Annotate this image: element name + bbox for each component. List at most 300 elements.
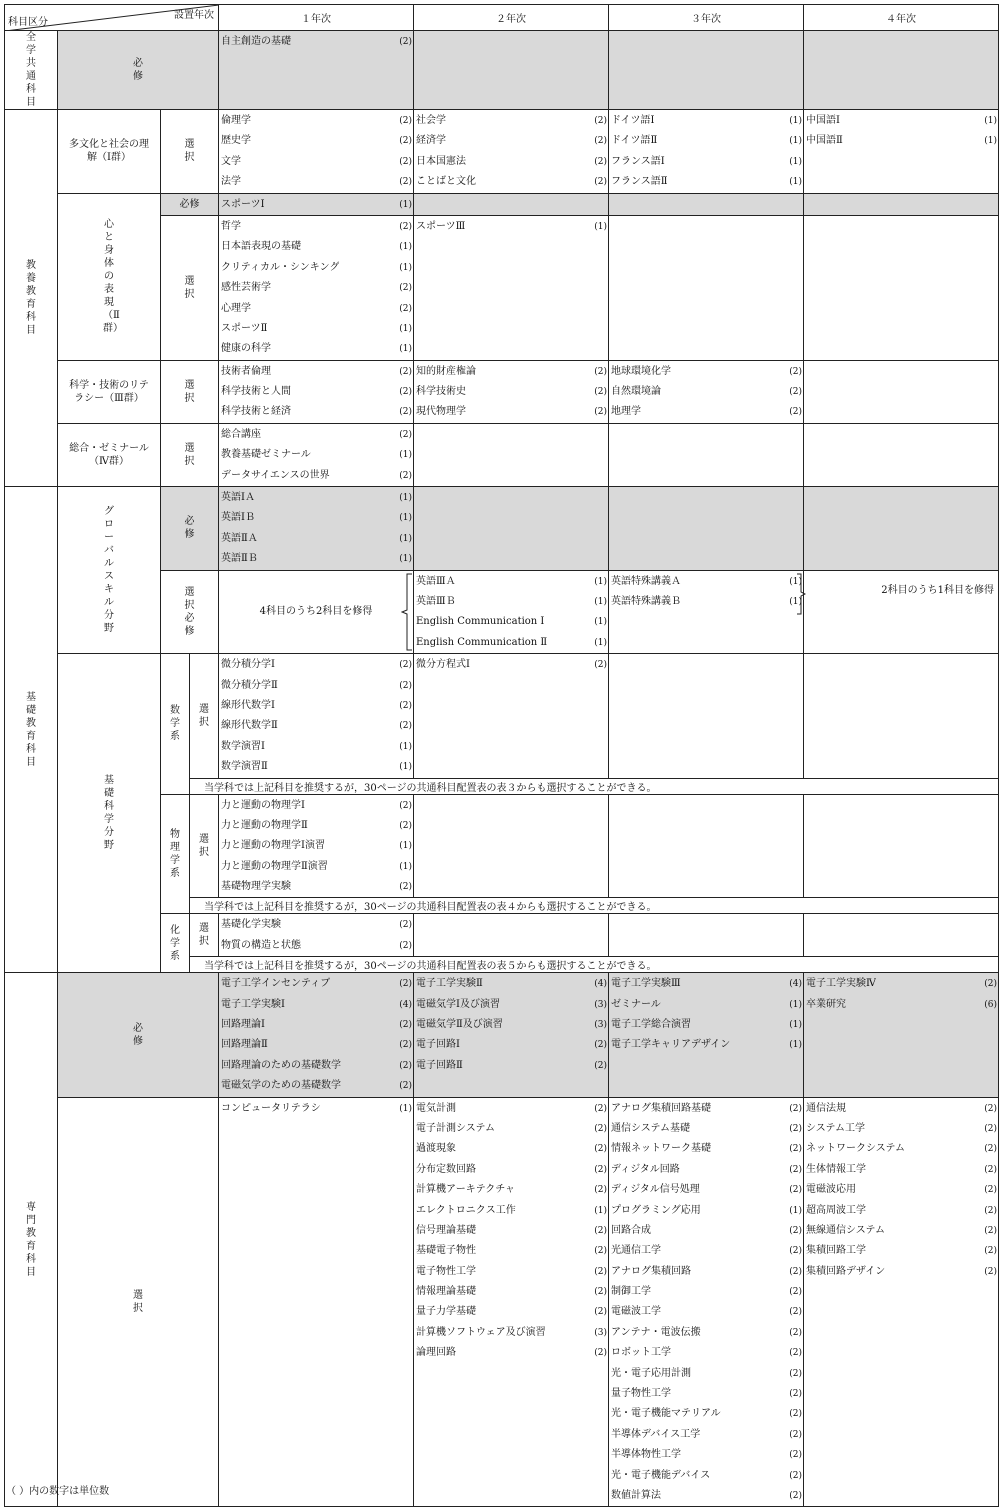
course-units: (2) (789, 1409, 802, 1420)
course-item (416, 1241, 607, 1261)
course-units: (2) (399, 429, 412, 440)
kiso-global-req: 必修 (161, 487, 219, 571)
course-item (611, 1119, 802, 1139)
course-name: スポーツⅢ (416, 220, 466, 232)
course-units: (2) (399, 1040, 412, 1051)
course-units: (2) (594, 366, 607, 377)
course-name: 微分積分学Ⅰ (221, 659, 275, 671)
course-units: (1) (399, 493, 412, 504)
course-units: (6) (984, 999, 997, 1010)
course-name: 計算機アーキテクチャ (416, 1184, 515, 1196)
kiso-math-note: 当学科では上記科目を推奨するが，30ページの共通科目配置表の表３からも選択することができる。 (190, 778, 999, 794)
course-item (611, 1302, 802, 1322)
course-units: (1) (789, 1020, 802, 1031)
course-item (416, 131, 607, 151)
kyoyo-g4-label: 総合・ゼミナール（Ⅳ群） (58, 423, 161, 486)
kiso-global-req-y2 (414, 487, 609, 571)
course-units: (1) (789, 1205, 802, 1216)
course-name: システム工学 (806, 1122, 865, 1134)
course-item (416, 572, 607, 592)
course-name: 分布定数回路 (416, 1163, 476, 1175)
kyoyo-g4-y1 (219, 423, 414, 486)
course-units: (3) (594, 999, 607, 1010)
course-item (806, 1160, 997, 1180)
course-item (611, 1015, 802, 1035)
course-units: (2) (399, 1081, 412, 1092)
course-units: (2) (789, 1470, 802, 1481)
course-item (221, 676, 412, 696)
course-item (806, 1180, 997, 1200)
course-units: (1) (399, 323, 412, 334)
senmon-elec: 選択 (58, 1097, 219, 1507)
kyoyo-g2-req-y3 (609, 193, 804, 215)
course-item (221, 857, 412, 877)
course-name: 中国語Ⅰ (806, 115, 840, 126)
kyoyo-g3-y3 (609, 360, 804, 423)
course-units: (2) (789, 1491, 802, 1501)
course-units: (1) (399, 450, 412, 461)
course-units: (1) (399, 242, 412, 253)
course-name: アナログ集積回路 (611, 1265, 691, 1277)
course-name: English Communication Ⅱ (416, 636, 548, 648)
course-units: (2) (399, 979, 412, 990)
zentai-y1 (219, 31, 414, 110)
course-units: (1) (399, 861, 412, 872)
course-item (416, 1056, 607, 1076)
course-item (416, 1035, 607, 1055)
course-item (416, 382, 607, 402)
course-item (806, 1262, 997, 1282)
course-name: コンピュータリテラシ (221, 1102, 321, 1114)
kiso-science-label: 基礎科学分野 (58, 654, 161, 973)
kiso-global-label: グローバルスキル分野 (58, 487, 161, 654)
course-name: 技術者倫理 (221, 365, 271, 377)
course-name: 回路理論Ⅰ (221, 1019, 265, 1031)
course-item (611, 1343, 802, 1363)
course-name: 法学 (221, 176, 241, 188)
course-item (806, 974, 997, 994)
course-name: 信号理論基礎 (416, 1224, 476, 1236)
course-units: (3) (594, 1020, 607, 1031)
course-name: 数学演習Ⅱ (221, 761, 268, 773)
course-units: (2) (399, 156, 412, 167)
course-name: 回路合成 (611, 1224, 651, 1236)
year-header-3: ３年次 (609, 5, 804, 31)
course-name: 文学 (221, 155, 241, 167)
course-name: プログラミング応用 (611, 1204, 701, 1216)
course-item (806, 1241, 997, 1261)
course-units: (1) (594, 596, 607, 607)
course-name: 英語ⅢＢ (416, 595, 456, 607)
course-name: 電子工学キャリアデザイン (611, 1039, 731, 1051)
course-name: 回路理論のための基礎数学 (221, 1059, 341, 1071)
course-item (611, 592, 802, 612)
course-units: (1) (399, 1103, 412, 1114)
course-item (611, 1364, 802, 1384)
course-item (221, 936, 412, 956)
course-item (221, 258, 412, 278)
course-name: 電磁気学のための基礎数学 (221, 1080, 341, 1092)
kyoyo-g2-y4 (804, 215, 999, 360)
kiso-phys-y4 (804, 794, 999, 898)
kyoyo-g3-y2 (414, 360, 609, 423)
course-name: 数値計算法 (611, 1490, 661, 1501)
course-name: アナログ集積回路基礎 (611, 1102, 711, 1114)
course-units: (2) (789, 1287, 802, 1298)
course-item (611, 1282, 802, 1302)
kyoyo-g4-y2 (414, 423, 609, 486)
course-units: (1) (789, 116, 802, 126)
course-units: (2) (594, 1144, 607, 1155)
course-item (611, 1180, 802, 1200)
course-units: (1) (399, 199, 412, 210)
course-item (611, 974, 802, 994)
course-item (611, 1445, 802, 1465)
course-units: (2) (399, 920, 412, 931)
course-units: (2) (984, 1266, 997, 1277)
kyoyo-g1-label: 多文化と社会の理解（Ⅰ群） (58, 110, 161, 194)
course-item (221, 508, 412, 528)
course-units: (2) (984, 1246, 997, 1257)
course-name: スポーツⅠ (221, 198, 265, 210)
course-units: (1) (789, 576, 802, 587)
course-item (611, 1384, 802, 1404)
course-name: 半導体物性工学 (611, 1449, 681, 1461)
senmon-req-y1 (219, 973, 414, 1097)
course-item (611, 382, 802, 402)
course-item (221, 488, 412, 508)
corner-top-label: 設置年次 (174, 10, 214, 21)
kyoyo-g3-y1 (219, 360, 414, 423)
course-item (221, 529, 412, 549)
right-brace-icon (796, 572, 806, 616)
course-name: 半導体デバイス工学 (611, 1428, 701, 1440)
course-name: 現代物理学 (416, 406, 466, 418)
course-item (221, 466, 412, 486)
course-name: 心理学 (221, 302, 251, 314)
course-name: 情報ネットワーク基礎 (611, 1143, 711, 1155)
curriculum-table (4, 4, 999, 1507)
course-item (416, 1160, 607, 1180)
course-item (221, 1015, 412, 1035)
course-name: 地球環境化学 (611, 365, 671, 377)
course-item (416, 1015, 607, 1035)
course-units: (2) (594, 1164, 607, 1175)
course-units: (2) (789, 1327, 802, 1338)
kiso-global-elec-y3 (609, 570, 804, 654)
kiso-phys-label: 物理学系 (161, 794, 190, 914)
course-name: 日本国憲法 (416, 155, 466, 167)
course-units: (2) (984, 1123, 997, 1134)
kiso-label: 基礎教育科目 (5, 487, 58, 973)
course-name: 日本語表現の基礎 (221, 241, 301, 253)
course-name: 歴史学 (221, 135, 251, 147)
course-item (611, 1035, 802, 1055)
course-name: 科学技術史 (416, 386, 466, 398)
course-item (611, 362, 802, 382)
course-item (221, 362, 412, 382)
kyoyo-g3-label: 科学・技術のリテラシー（Ⅲ群） (58, 360, 161, 423)
course-item (806, 111, 997, 131)
course-name: 電子工学総合演習 (611, 1019, 691, 1031)
course-units: (2) (789, 1144, 802, 1155)
course-units: (2) (789, 1389, 802, 1400)
course-units: (2) (399, 940, 412, 951)
course-item (611, 1139, 802, 1159)
course-item (416, 592, 607, 612)
course-item (221, 32, 412, 52)
course-item (221, 796, 412, 816)
corner-bottom-label: 科目区分 (8, 17, 48, 28)
course-units: (2) (789, 1246, 802, 1257)
course-name: 卒業研究 (806, 998, 846, 1010)
course-item (221, 696, 412, 716)
course-item (221, 1076, 412, 1096)
course-name: 経済学 (416, 135, 446, 147)
course-units: (2) (594, 660, 607, 671)
course-name: 力と運動の物理学Ⅱ演習 (221, 860, 328, 872)
course-item (221, 111, 412, 131)
course-units: (2) (594, 1123, 607, 1134)
senmon-elec-y1 (219, 1097, 414, 1507)
course-item (416, 152, 607, 172)
kyoyo-g2-y3 (609, 215, 804, 360)
course-units: (2) (594, 1287, 607, 1298)
kiso-chem-y4 (804, 914, 999, 957)
kiso-math-y1 (219, 654, 414, 778)
kiso-math-label: 数学系 (161, 654, 190, 794)
course-item (806, 1099, 997, 1119)
course-units: (2) (594, 387, 607, 398)
course-item (221, 237, 412, 257)
course-units: (2) (789, 1225, 802, 1236)
course-units: (1) (789, 596, 802, 607)
course-name: 光・電子応用計測 (611, 1367, 691, 1379)
course-name: 光通信工学 (611, 1245, 661, 1257)
course-name: ディジタル信号処理 (611, 1184, 700, 1196)
course-name: ドイツ語Ⅱ (611, 135, 658, 147)
senmon-elec-y2 (414, 1097, 609, 1507)
course-name: 電磁気学Ⅱ及び演習 (416, 1019, 503, 1031)
course-item (221, 278, 412, 298)
course-units: (2) (789, 1164, 802, 1175)
course-item (416, 1119, 607, 1139)
kiso-math-y3 (609, 654, 804, 778)
course-name: 中国語Ⅱ (806, 135, 843, 147)
course-item (611, 995, 802, 1015)
course-units: (2) (789, 366, 802, 377)
kyoyo-g2-req-y4 (804, 193, 999, 215)
kiso-chem-y3 (609, 914, 804, 957)
course-name: クリティカル・シンキング (221, 261, 340, 273)
course-units: (1) (399, 554, 412, 565)
course-units: (3) (594, 1327, 607, 1338)
course-units: (1) (399, 533, 412, 544)
course-name: 電子物性工学 (416, 1265, 476, 1277)
kyoyo-g2-y1 (219, 215, 414, 360)
course-name: 通信システム基礎 (611, 1122, 690, 1134)
course-units: (2) (789, 1368, 802, 1379)
course-name: 基礎物理学実験 (221, 881, 291, 893)
corner-header (5, 5, 219, 31)
course-name: 電磁波工学 (611, 1306, 661, 1318)
course-units: (2) (594, 156, 607, 167)
course-name: 電子工学実験Ⅳ (806, 978, 876, 990)
course-name: 通信法規 (806, 1102, 846, 1114)
course-units: (1) (789, 136, 802, 147)
course-name: 基礎化学実験 (221, 919, 281, 931)
course-name: ネットワークシステム (806, 1143, 905, 1155)
course-name: 光・電子機能マテリアル (611, 1408, 721, 1420)
course-item (416, 612, 607, 632)
course-units: (2) (399, 1060, 412, 1071)
course-name: 自主創造の基礎 (221, 36, 291, 47)
course-name: 総合講座 (221, 428, 261, 440)
course-item (416, 1323, 607, 1343)
senmon-elec-y3 (609, 1097, 804, 1507)
kiso-phys-y2 (414, 794, 609, 898)
course-units: (2) (789, 1429, 802, 1440)
course-name: 英語特殊講義Ａ (611, 575, 681, 587)
zentai-y2 (414, 31, 609, 110)
course-name: 健康の科学 (221, 343, 271, 355)
course-name: ロボット工学 (611, 1347, 671, 1359)
course-units: (2) (984, 1144, 997, 1155)
kyoyo-g4-type: 選択 (161, 423, 219, 486)
course-name: 生体情報工学 (806, 1163, 866, 1175)
kyoyo-g3-y4 (804, 360, 999, 423)
year-header-1: １年次 (219, 5, 414, 31)
course-name: 線形代数学Ⅰ (221, 699, 275, 711)
kiso-phys-note: 当学科では上記科目を推奨するが，30ページの共通科目配置表の表４からも選択することができる。 (190, 898, 999, 914)
course-item (221, 836, 412, 856)
kyoyo-g2-type: 選択 (161, 215, 219, 360)
course-name: 英語ⅡＡ (221, 532, 258, 544)
course-item (221, 816, 412, 836)
kiso-global-elec-y1 (219, 570, 414, 654)
kiso-global-elec-note-y4: 2科目のうち1科目を修得 (804, 570, 999, 654)
course-item (416, 633, 607, 653)
year-header-4: ４年次 (804, 5, 999, 31)
course-item (416, 1302, 607, 1322)
course-item (221, 445, 412, 465)
course-item (611, 1262, 802, 1282)
course-name: 科学技術と経済 (221, 406, 291, 418)
course-item (221, 152, 412, 172)
course-name: データサイエンスの世界 (221, 469, 330, 481)
course-units: (2) (399, 366, 412, 377)
kiso-global-req-y1 (219, 487, 414, 571)
kyoyo-g2-y2 (414, 215, 609, 360)
course-item (416, 362, 607, 382)
kiso-phys-y1 (219, 794, 414, 898)
course-name: 基礎電子物性 (416, 1245, 476, 1257)
kiso-phys-type: 選択 (190, 794, 219, 898)
course-item (611, 1241, 802, 1261)
course-units: (2) (789, 1307, 802, 1318)
course-units: (4) (399, 999, 412, 1010)
course-units: (1) (399, 262, 412, 273)
course-units: (2) (594, 1246, 607, 1257)
course-item (806, 1221, 997, 1241)
course-units: (2) (789, 1185, 802, 1196)
course-item (221, 172, 412, 192)
senmon-req: 必修 (58, 973, 219, 1097)
course-name: アンテナ・電波伝搬 (611, 1326, 701, 1338)
course-units: (1) (984, 116, 997, 126)
kiso-chem-y1 (219, 914, 414, 957)
course-item (416, 1180, 607, 1200)
course-item (806, 131, 997, 151)
kiso-chem-y2 (414, 914, 609, 957)
course-name: 微分方程式Ⅰ (416, 659, 470, 671)
course-units: (1) (789, 1040, 802, 1051)
course-units: (2) (399, 700, 412, 711)
course-units: (2) (594, 1225, 607, 1236)
course-item (221, 339, 412, 359)
course-units: (2) (399, 303, 412, 314)
course-item (416, 217, 607, 237)
kiso-global-elec-note-y1: 4科目のうち2科目を修得 (259, 606, 373, 618)
course-name: 計算機ソフトウェア及び演習 (416, 1326, 546, 1338)
kyoyo-g1-y3 (609, 110, 804, 194)
course-name: 英語ⅡＢ (221, 553, 258, 565)
course-item (806, 1201, 997, 1221)
course-name: 電子工学実験Ⅲ (611, 978, 681, 990)
zentai-label: 全学共通科目 (5, 31, 58, 110)
course-name: フランス語Ⅰ (611, 155, 665, 167)
course-item (416, 172, 607, 192)
kyoyo-g4-y3 (609, 423, 804, 486)
course-units: (2) (594, 1348, 607, 1359)
course-units: (2) (399, 177, 412, 188)
course-name: 集積回路デザイン (806, 1265, 886, 1277)
course-name: 地理学 (611, 406, 641, 418)
course-units: (2) (984, 1205, 997, 1216)
kyoyo-g3-type: 選択 (161, 360, 219, 423)
course-name: 制御工学 (611, 1286, 651, 1298)
kiso-chem-note: 当学科では上記科目を推奨するが，30ページの共通科目配置表の表５からも選択することができる。 (190, 957, 999, 973)
course-units: (2) (399, 136, 412, 147)
course-name: フランス語Ⅱ (611, 176, 668, 188)
course-name: 電子工学インセンティブ (221, 978, 331, 990)
course-name: 無線通信システム (806, 1224, 885, 1236)
course-item (806, 1139, 997, 1159)
course-item (611, 1201, 802, 1221)
course-item (416, 1139, 607, 1159)
course-units: (4) (789, 979, 802, 990)
kiso-chem-label: 化学系 (161, 914, 190, 973)
course-name: 情報理論基礎 (416, 1286, 476, 1298)
course-name: 英語ⅠＢ (221, 512, 255, 524)
kyoyo-g2-label: 心と身体の表現（Ⅱ群） (58, 193, 161, 360)
course-name: 英語特殊講義Ｂ (611, 595, 681, 607)
senmon-req-y3 (609, 973, 804, 1097)
course-units: (2) (399, 221, 412, 232)
kiso-global-req-y4 (804, 487, 999, 571)
course-name: ことばと文化 (416, 176, 476, 188)
senmon-label: 専門教育科目 (5, 973, 58, 1507)
course-units: (2) (594, 116, 607, 126)
course-item (611, 1466, 802, 1486)
course-units: (2) (594, 177, 607, 188)
course-name: 光・電子機能デバイス (611, 1469, 711, 1481)
senmon-req-y4 (804, 973, 999, 1097)
course-units: (2) (399, 37, 412, 47)
course-item (221, 1099, 412, 1119)
course-name: 電子回路Ⅰ (416, 1039, 460, 1051)
course-item (221, 915, 412, 935)
